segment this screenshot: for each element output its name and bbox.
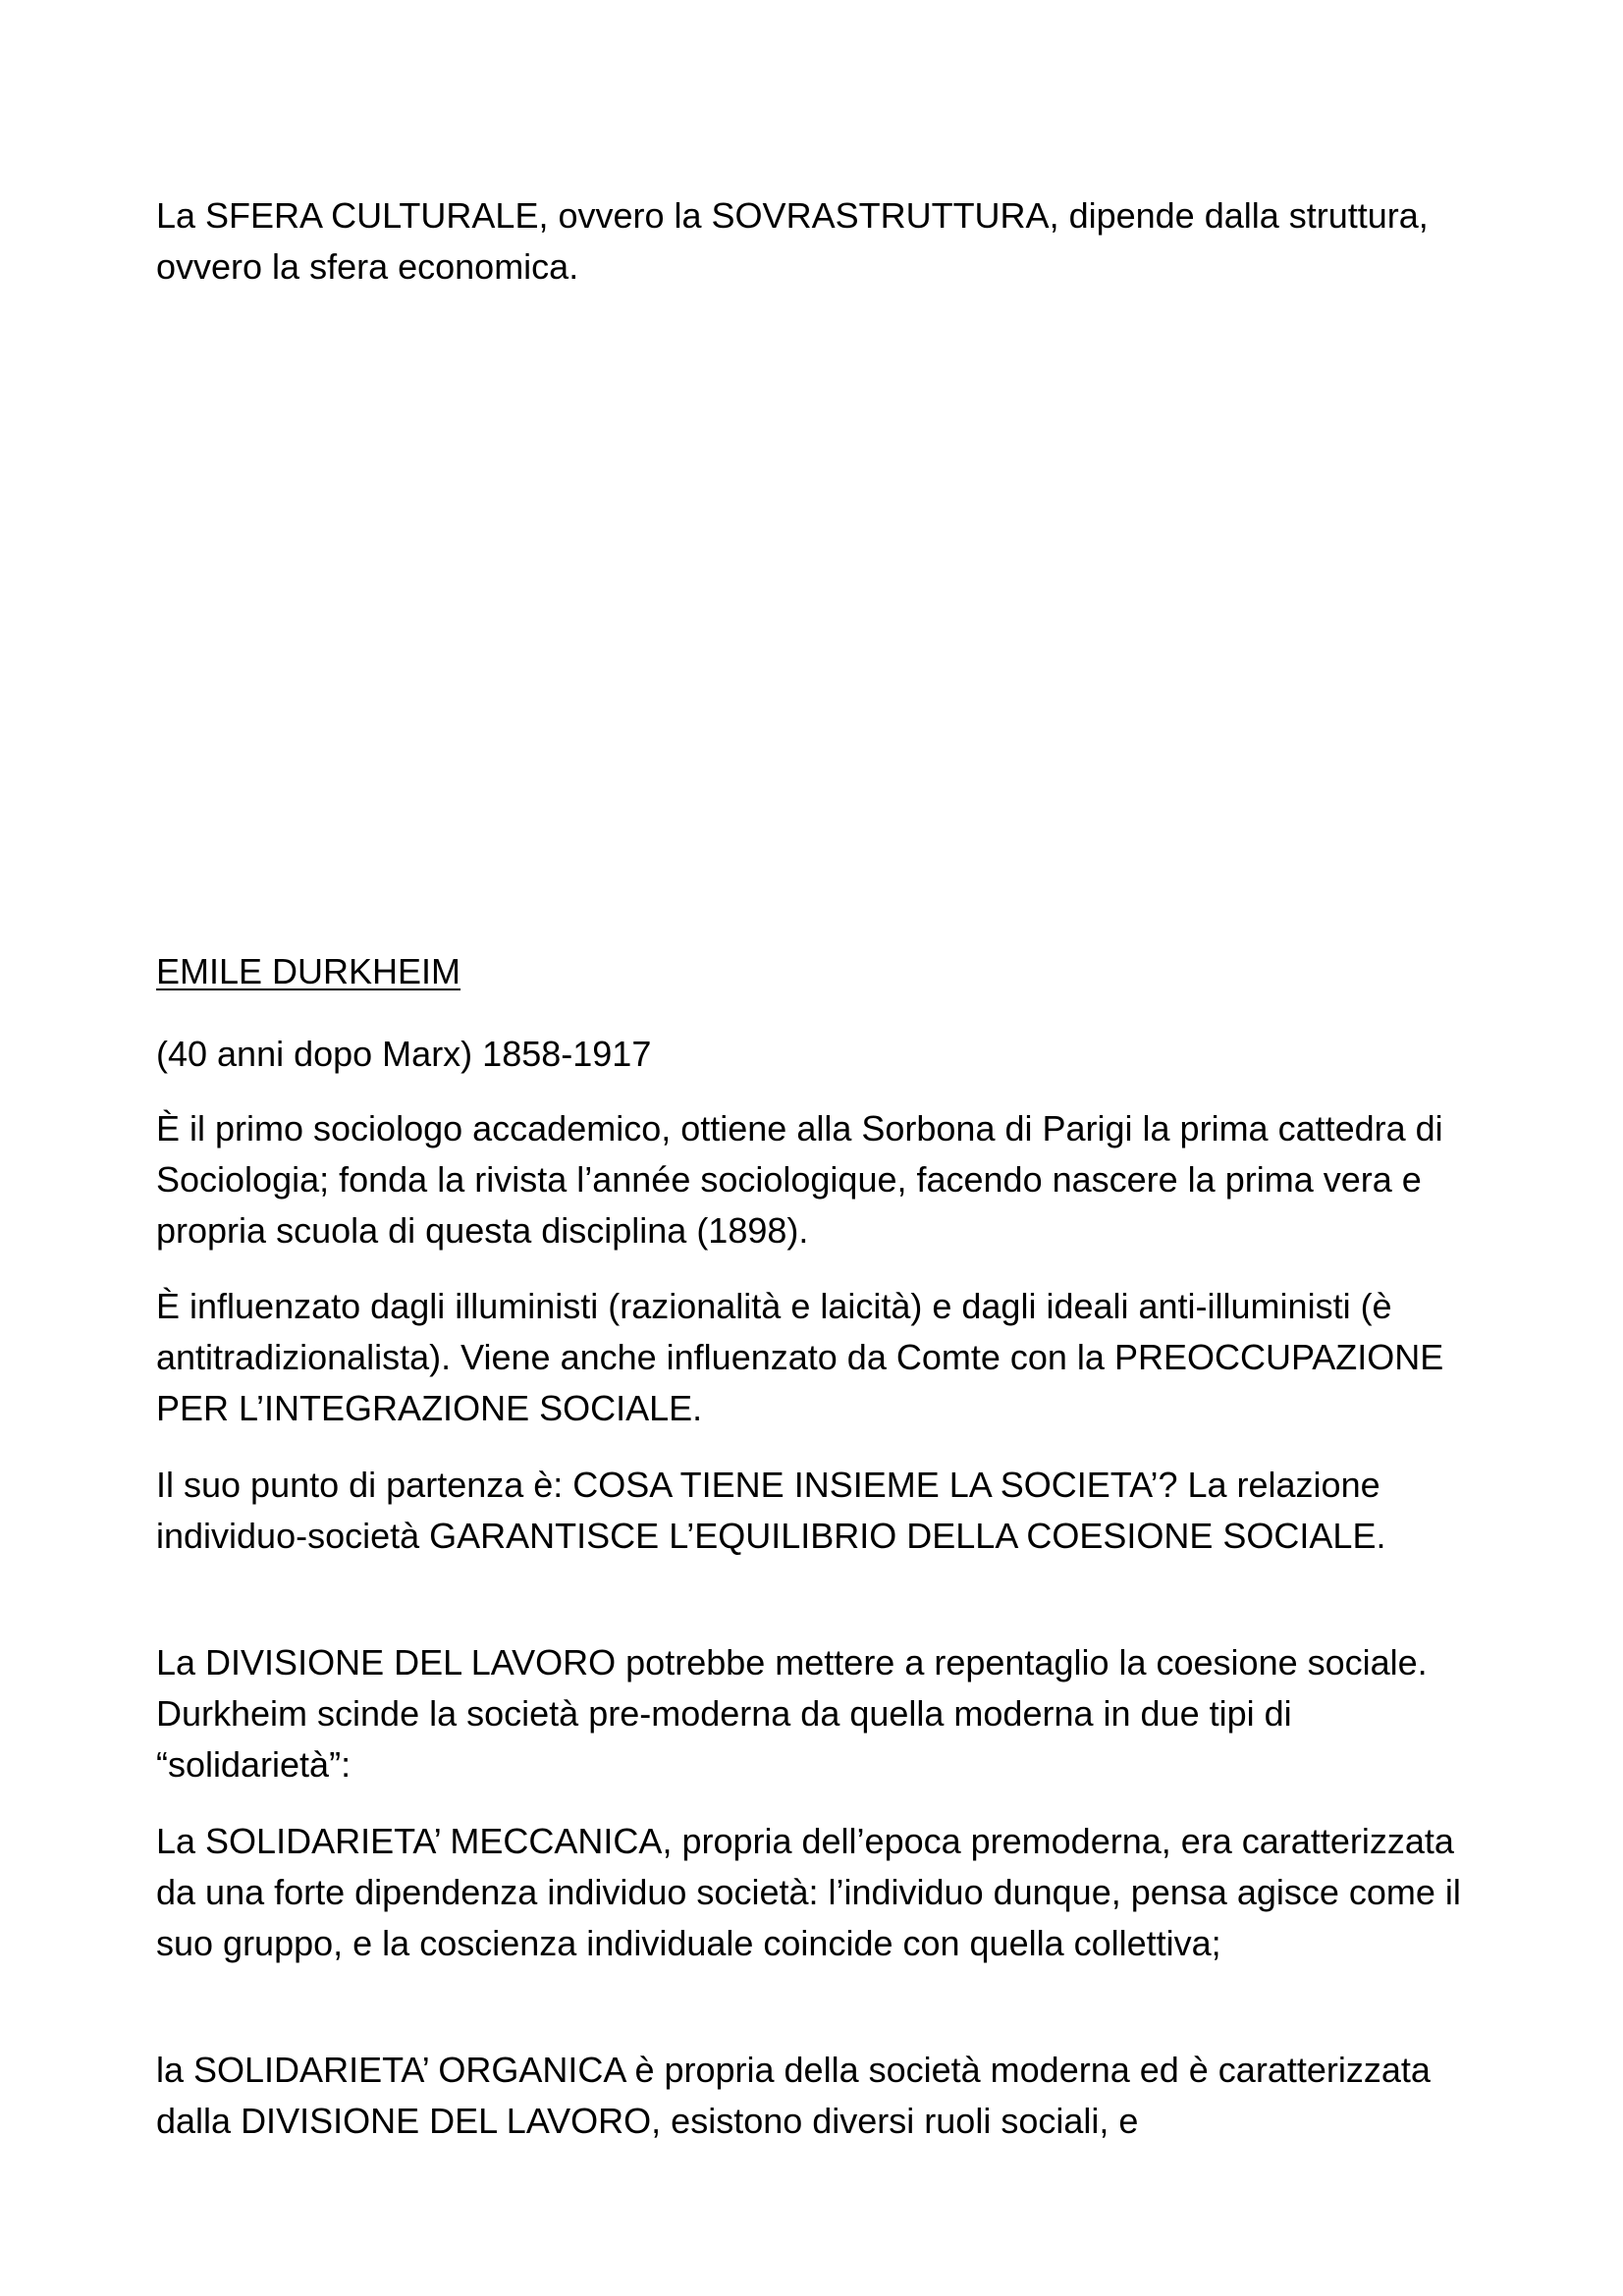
paragraph-division-of-labor: La DIVISIONE DEL LAVORO potrebbe mettere a repentaglio la coesione sociale. Durkheim scinde la società pre-moderna da quella moderna in due tipi di “solidarietà”: [156,1642,1428,1785]
paragraph-mechanical-solidarity: La SOLIDARIETA’ MECCANICA, propria dell’epoca premoderna, era caratterizzata da una forte dipendenza individuo società: l’individuo dunque, pensa agisce come il suo gruppo, e la coscienza individuale coincide con quella collettiva; [156,1821,1461,1963]
intro-paragraph: La SFERA CULTURALE, ovvero la SOVRASTRUTTURA, dipende dalla struttura, ovvero la sfera economica. [156,195,1429,287]
paragraph-starting-point: Il suo punto di partenza è: COSA TIENE INSIEME LA SOCIETA’? La relazione individuo-società GARANTISCE L’EQUILIBRIO DELLA COESIONE SOCIALE. [156,1465,1386,1556]
paragraph-influences: È influenzato dagli illuministi (razionalità e laicità) e dagli ideali anti-illuministi (è antitradizionalista). Viene anche influenzato da Comte con la PREOCCUPAZIONE PER L’INTEGRAZIONE SOCIALE. [156,1286,1444,1428]
paragraph-organic-solidarity: la SOLIDARIETA’ ORGANICA è propria della società moderna ed è caratterizzata dalla DIVISIONE DEL LAVORO, esistono diversi ruoli sociali, e [156,2050,1431,2141]
paragraph-academic: È il primo sociologo accademico, ottiene alla Sorbona di Parigi la prima cattedra di Sociologia; fonda la rivista l’année sociologique, facendo nascere la prima vera e propria scuola di questa disciplina (1898). [156,1108,1443,1251]
dates-paragraph: (40 anni dopo Marx) 1858-1917 [156,1034,652,1074]
section-heading: EMILE DURKHEIM [156,951,461,991]
